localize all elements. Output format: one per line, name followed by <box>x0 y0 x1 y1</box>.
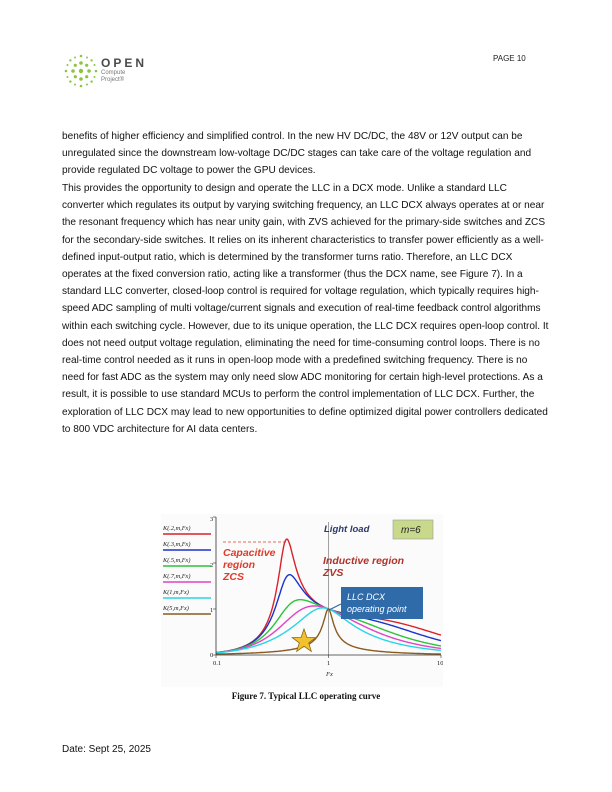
dcx-label: LLC DCX <box>347 592 386 602</box>
capacitive-label: Capacitive <box>223 547 276 559</box>
figure-caption: Figure 7. Typical LLC operating curve <box>231 691 381 701</box>
page-number: PAGE 10 <box>493 54 526 63</box>
inductive-label: Inductive region <box>323 555 405 567</box>
legend-label: K(.2,m,Fx) <box>163 525 191 532</box>
logo-wordmark: OPEN <box>101 56 148 70</box>
zcs-label: ZCS <box>223 571 244 583</box>
logo-sub-line1: Compute <box>101 70 126 76</box>
m-label: m=6 <box>401 525 421 536</box>
legend-label: K(1,m,Fx) <box>163 589 189 596</box>
logo-subtitle <box>101 70 125 84</box>
y-tick-label: 0 <box>210 652 214 659</box>
logo-sub-line2: Project® <box>101 77 125 83</box>
legend-label: K(.5,m,Fx) <box>163 557 191 564</box>
x-tick-label: 0.1 <box>213 660 222 667</box>
dcx-operating-point-label: operating point <box>347 604 407 614</box>
light-load-label: Light load <box>324 524 370 535</box>
llc-operating-curve-chart <box>161 514 443 687</box>
body-paragraph-2: This provides the opportunity to design and operate the LLC in a DCX mode. Unlike a standard LLC converter which regulates its output by varying switching frequency, an LLC DCX always operates at or near the resonant frequency which has near unity gain, with ZVS achieved for the primary-side switches and ZCS for the secondary-side switches. It relies on its inherent characteristics to transfer power efficiently as a well-defined input-output ratio, which is determined by the transformer turns ratio. Therefore, an LLC DCX operates at the fixed conversion ratio, acting like a transformer (thus the DCX name, see Figure 7). In a standard LLC converter, closed-loop control is required for voltage regulation, which typically requires high-speed ADC sampling of multi voltage/current signals and execution of real-time feedback control algorithms within each switching cycle. However, due to its unique operation, the LLC DCX requires open-loop control. It does not need output voltage regulation, eliminating the need for time-consuming control loops. There is no real-time control needed as it runs in open-loop mode with a predefined switching frequency. There is no need for fast ADC as the system may only need slow ADC monitoring for certain high-level protections. As a result, it is possible to use standard MCUs to perform the control implementation of LLC DCX. Further, the exploration of LLC DCX may lead to new opportunities to define optimized digital power controllers dedicated to 800 VDC architecture for AI data centers. <box>62 183 549 435</box>
y-tick-label: 2 <box>210 562 214 569</box>
legend-label: K(.3,m,Fx) <box>163 541 191 548</box>
body-paragraph-1: benefits of higher efficiency and simplified control. In the new HV DC/DC, the 48V or 12V output can be unregulated since the downstream low-voltage DC/DC stages can take care of the voltage regulation and provide regulated DC voltage to power the GPU devices. <box>62 131 532 177</box>
y-tick-label: 3 <box>210 516 214 523</box>
legend-label: K(.7,m,Fx) <box>163 573 191 580</box>
capacitive-region-label: region <box>223 559 256 571</box>
legend-label: K(5,m,Fx) <box>163 605 189 612</box>
zvs-label: ZVS <box>323 567 344 579</box>
x-tick-label: 10 <box>437 660 443 667</box>
x-tick-label: 1 <box>327 660 331 667</box>
footer-date: Date: Sept 25, 2025 <box>62 744 151 755</box>
x-axis-label: Fx <box>326 671 333 678</box>
y-tick-label: 1 <box>210 607 214 614</box>
